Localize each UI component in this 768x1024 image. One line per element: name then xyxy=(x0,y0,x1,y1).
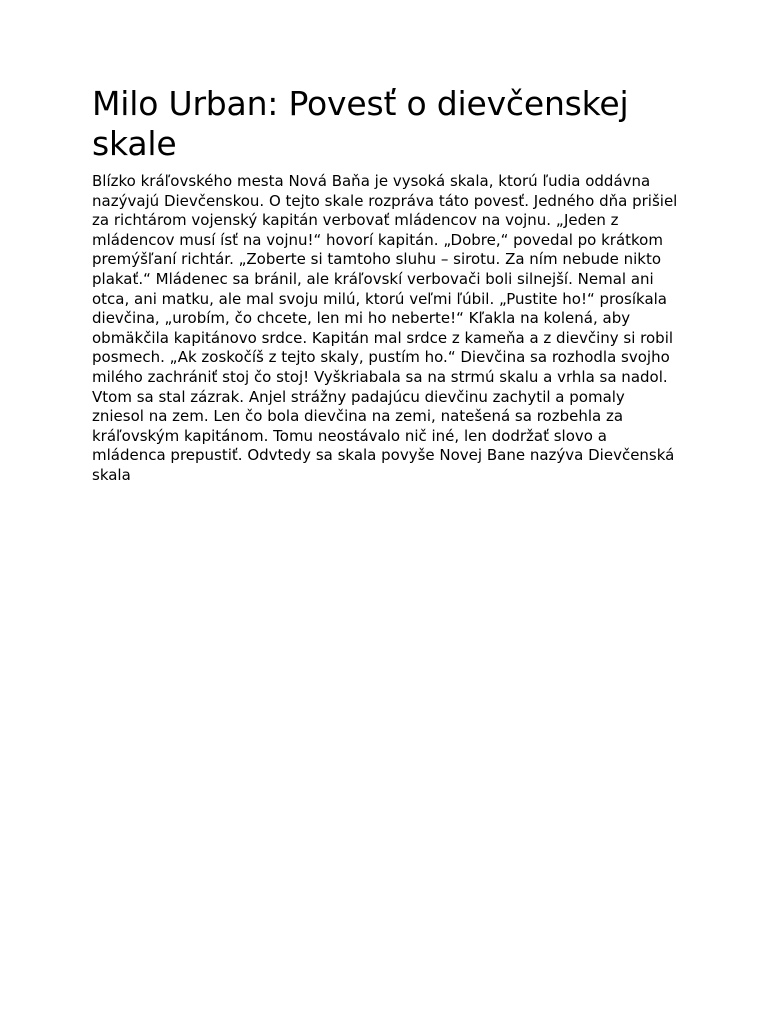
document-body-text: Blízko kráľovského mesta Nová Baňa je vysoká skala, ktorú ľudia oddávna nazývajú Dievčenskou. O tejto skale rozpráva táto povesť. Jedného dňa prišiel za richtárom vojenský kapitán verbovať mládencov na vojnu. „Jeden z mládencov musí ísť na vojnu!“ hovorí kapitán. „Dobre,“ povedal po krátkom premýšľaní richtár. „Zoberte si tamtoho sluhu – sirotu. Za ním nebude nikto plakať.“ Mládenec sa bránil, ale kráľovskí verbovači boli silnejší. Nemal ani otca, ani matku, ale mal svoju milú, ktorú veľmi ľúbil. „Pustite ho!“ prosíkala dievčina, „urobím, čo chcete, len mi ho neberte!“ Kľakla na kolená, aby obmäkčila kapitánovo srdce. Kapitán mal srdce z kameňa a z dievčiny si robil posmech. „Ak zoskočíš z tejto skaly, pustím ho.“ Dievčina sa rozhodla svojho milého zachrániť stoj čo stoj! Vyškriabala sa na strmú skalu a vrhla sa nadol. Vtom sa stal zázrak. Anjel strážny padajúcu dievčinu zachytil a pomaly zniesol na zem. Len čo bola dievčina na zemi, natešená sa rozbehla za kráľovským kapitánom. Tomu neostávalo nič iné, len dodržať slovo a mládenca prepustiť. Odvtedy sa skala povyše Novej Bane nazýva Dievčenská skala xyxy=(92,172,678,484)
document-page xyxy=(92,84,678,486)
document-title: Milo Urban: Povesť o dievčenskej skale xyxy=(92,84,629,163)
